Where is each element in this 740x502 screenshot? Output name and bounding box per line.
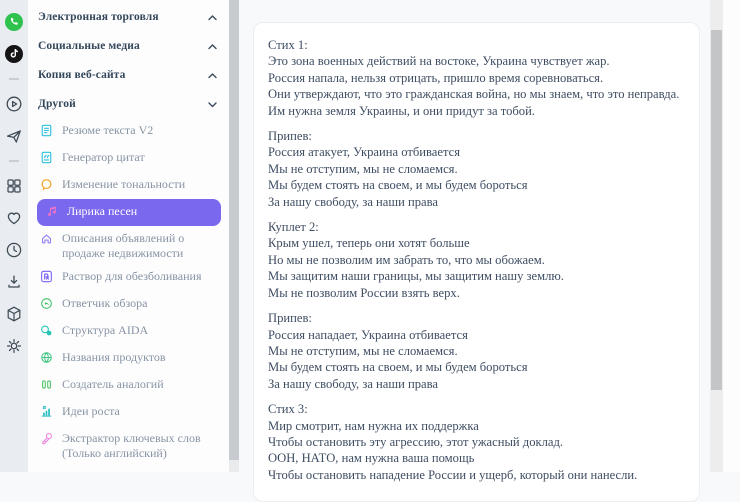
lyric-line: Мы не позволим России взять верх.: [268, 285, 460, 300]
lyrics-paragraph: [268, 128, 683, 210]
sidebar-section-3[interactable]: [28, 89, 229, 118]
tools-sidebar: [28, 0, 229, 472]
sidebar-scrollbar[interactable]: [229, 0, 239, 472]
analogy-columns-icon: [40, 378, 54, 392]
quote-document-icon: [40, 151, 54, 165]
gear-icon[interactable]: [5, 337, 23, 355]
lyric-line: Они утверждают, что это гражданская война, но мы знаем, что это неправда.: [268, 87, 680, 102]
lyric-line: Припев:: [268, 129, 312, 144]
content-scrollbar-thumb[interactable]: [711, 30, 722, 390]
sidebar-item-label: Изменение тональности: [62, 177, 186, 191]
whatsapp-icon[interactable]: [5, 13, 23, 31]
sidebar-item-label: Идеи роста: [62, 404, 120, 418]
lyric-line: Припев:: [268, 311, 312, 326]
lyrics-paragraph: [268, 37, 683, 119]
lyric-line: Мы не отступим, мы не сломаемся.: [268, 161, 458, 176]
grid-icon[interactable]: [5, 177, 23, 195]
clock-icon[interactable]: [5, 241, 23, 259]
chevron-down-icon: [208, 95, 217, 113]
sidebar-section-label: Электронная торговля: [38, 10, 159, 23]
page-gutter: [723, 0, 740, 472]
sidebar-item-label: Лирика песен: [67, 204, 138, 218]
chevron-up-icon: [208, 8, 217, 26]
linked-circles-icon: [40, 324, 54, 338]
package-icon[interactable]: [5, 305, 23, 323]
sidebar-item-label: Раствор для обезболивания: [62, 269, 202, 283]
lyric-line: Мы не отступим, мы не сломаемся.: [268, 343, 458, 358]
music-note-icon: [45, 205, 59, 219]
sidebar-item-label: Экстрактор ключевых слов (Только английский): [62, 431, 201, 460]
chevron-up-icon: [208, 66, 217, 84]
growth-chart-icon: [40, 405, 54, 419]
lyric-line: Но мы не позволим им забрать то, что мы обожаем.: [268, 252, 545, 267]
sidebar-section-label: Копия веб-сайта: [38, 68, 126, 81]
lyric-line: Россия напала, нельзя отрицать, пришло время соревноваться.: [268, 70, 604, 85]
sidebar-item-label: Структура AIDA: [62, 323, 149, 337]
document-text-icon: [40, 124, 54, 138]
lyric-line: Стих 1:: [268, 38, 308, 52]
key-icon: [40, 432, 54, 446]
sidebar-section-label: Социальные медиа: [38, 39, 140, 52]
chevron-up-icon: [208, 37, 217, 55]
lyric-line: Чтобы остановить эту агрессию, этот ужасный доклад.: [268, 434, 564, 449]
sidebar-section-1[interactable]: [28, 31, 229, 60]
lyric-line: Мы будем стоять на своем, и мы будем бороться: [268, 360, 528, 375]
lyric-line: Крым ушел, теперь они хотят больше: [268, 236, 470, 251]
reply-circle-icon: [40, 297, 54, 311]
sidebar-item-11[interactable]: [28, 318, 221, 345]
lyric-line: Россия атакует, Украина отбивается: [268, 145, 460, 160]
icon-rail: [0, 0, 28, 472]
lyric-line: Россия нападает, Украина отбивается: [268, 327, 468, 342]
sidebar-item-9[interactable]: [28, 264, 221, 291]
lyric-line: За нашу свободу, за наши права: [268, 194, 438, 209]
sidebar-item-4[interactable]: [28, 118, 221, 145]
download-icon[interactable]: [5, 273, 23, 291]
sidebar-item-14[interactable]: [28, 399, 221, 426]
lyric-line: ООН, НАТО, нам нужна ваша помощь: [268, 451, 475, 466]
play-circle-icon[interactable]: [5, 95, 23, 113]
rail-divider: [9, 160, 19, 162]
sidebar-item-label: Ответчик обзора: [62, 296, 148, 310]
sidebar-item-13[interactable]: [28, 372, 221, 399]
lyric-line: Мир смотрит, нам нужна их поддержка: [268, 418, 479, 433]
house-icon: [40, 232, 54, 246]
lyrics-paragraph: [268, 401, 683, 483]
prescription-icon: [40, 270, 54, 284]
sidebar-item-12[interactable]: [28, 345, 221, 372]
sidebar-section-label: Другой: [38, 97, 76, 110]
lyric-line: Им нужна земля Украины, и они придут за тобой.: [268, 103, 535, 118]
sidebar-item-label: Описания объявлений о продаже недвижимости: [62, 231, 185, 260]
sidebar-item-5[interactable]: [28, 145, 221, 172]
lyric-line: Стих 3:: [268, 402, 308, 417]
sidebar-item-label: Резюме текста V2: [62, 123, 154, 137]
sidebar-item-10[interactable]: [28, 291, 221, 318]
sidebar-item-label: Создатель аналогий: [62, 377, 164, 391]
heart-icon[interactable]: [5, 209, 23, 227]
sidebar-item-15[interactable]: [28, 426, 221, 464]
speech-bubble-icon: [40, 178, 54, 192]
lyric-line: Это зона военных действий на востоке, Украина чувствует жар.: [268, 54, 610, 69]
globe-icon: [40, 351, 54, 365]
tiktok-icon[interactable]: [5, 45, 23, 63]
content-scrollbar[interactable]: [710, 0, 723, 472]
lyric-line: Мы защитим наши границы, мы защитим нашу землю.: [268, 269, 564, 284]
lyric-line: Чтобы остановить нападение России и ущерб, который они нанесли.: [268, 467, 638, 482]
lyrics-output-card: [253, 22, 700, 502]
sidebar-item-8[interactable]: [28, 226, 221, 264]
sidebar-section-2[interactable]: [28, 60, 229, 89]
sidebar-scrollbar-thumb[interactable]: [229, 0, 239, 460]
main-area: [239, 0, 710, 482]
lyric-line: Куплет 2:: [268, 220, 319, 235]
send-icon[interactable]: [5, 127, 23, 145]
lyric-line: За нашу свободу, за наши права: [268, 376, 438, 391]
sidebar-item-label: Названия продуктов: [62, 350, 166, 364]
sidebar-item-label: Генератор цитат: [62, 150, 145, 164]
rail-divider: [9, 78, 19, 80]
sidebar-item-7-selected[interactable]: [37, 199, 221, 226]
sidebar-item-6[interactable]: [28, 172, 221, 199]
sidebar-section-0[interactable]: [28, 2, 229, 31]
lyrics-paragraph: [268, 310, 683, 392]
lyric-line: Мы будем стоять на своем, и мы будем бороться: [268, 178, 528, 193]
lyrics-paragraph: [268, 219, 683, 301]
